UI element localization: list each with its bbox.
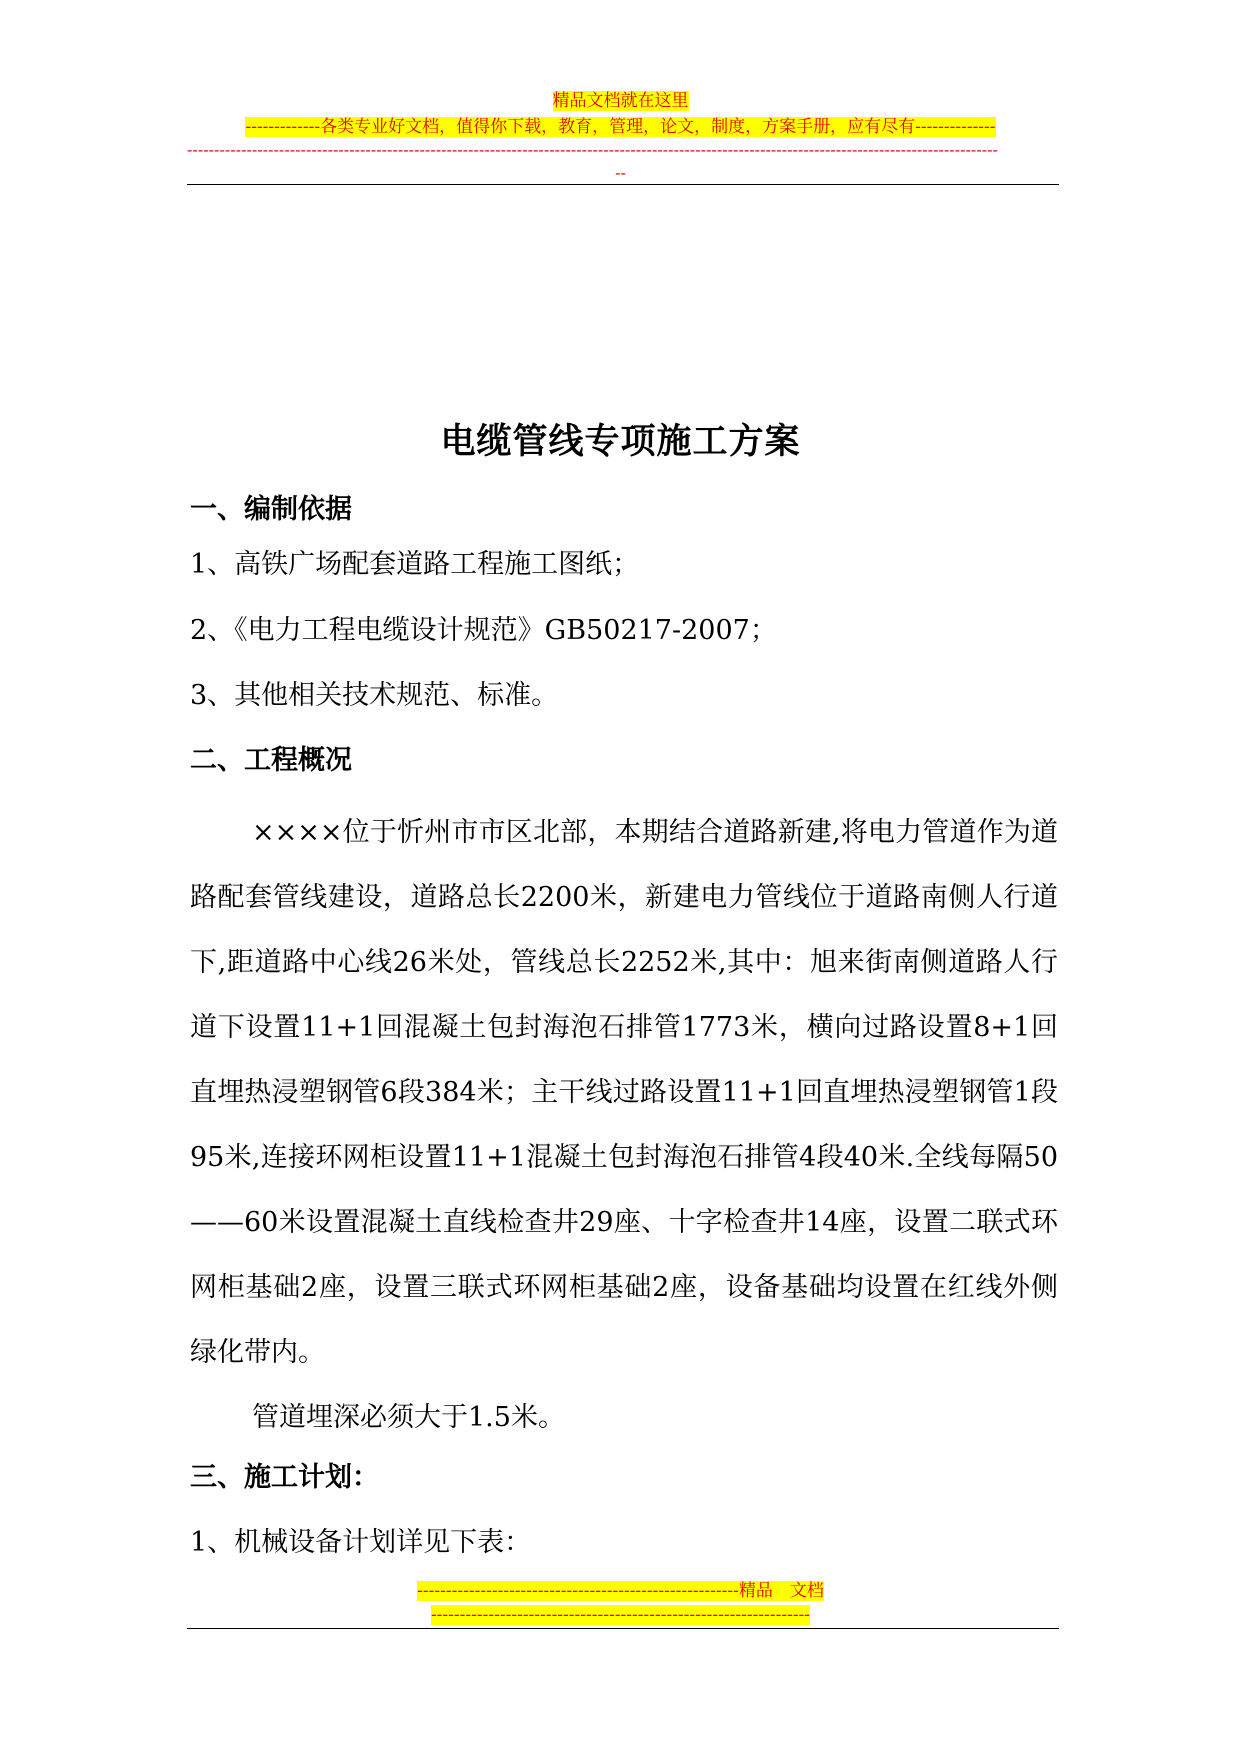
footer-dash-line: ------------------------------------------------------------------ <box>430 1605 811 1625</box>
section-heading-2: 二、工程概况 <box>190 745 352 776</box>
section1-item-2: 2、《电力工程电缆设计规范》GB50217-2007； <box>190 615 777 646</box>
section1-item-1: 1、高铁广场配套道路工程施工图纸； <box>190 549 640 580</box>
section2-paragraph-2: 管道埋深必须大于1.5米。 <box>252 1402 565 1433</box>
section-heading-3: 三、施工计划： <box>190 1462 379 1493</box>
document-title: 电缆管线专项施工方案 <box>440 421 801 462</box>
header-top-label: 精品文档就在这里 <box>552 91 689 111</box>
footer-label: --------------------------------------------------------精品 文档 <box>417 1581 824 1601</box>
section3-item-1: 1、机械设备计划详见下表： <box>190 1527 532 1558</box>
section-heading-1: 一、编制依据 <box>190 494 352 525</box>
section1-item-3: 3、其他相关技术规范、标准。 <box>190 680 559 711</box>
section2-body <box>190 800 1058 1450</box>
header-dash-tail: -- <box>615 163 626 182</box>
footer-rule <box>187 1628 1059 1629</box>
header-rule <box>187 184 1059 185</box>
section2-paragraph-1: ××××位于忻州市市区北部，本期结合道路新建,将电力管道作为道路配套管线建设，道路总长2200米，新建电力管线位于道路南侧人行道下,距道路中心线26米处，管线总长2252米,其中：旭来街南侧道路人行道下设置11+1回混凝土包封海泡石排管1773米，横向过路设置8+1回直埋热浸塑钢管6段384米；主干线过路设置11+1回直埋热浸塑钢管1段95米,连接环网柜设置11+1混凝土包封海泡石排管4段40米.全线每隔50——60米设置混凝土直线检查井29座、十字检查井14座，设置二联式环网柜基础2座，设置三联式环网柜基础2座，设备基础均设置在红线外侧绿化带内。 <box>190 817 1058 1368</box>
header-dash-line: ------------------------------------------------------------------------------------------------------------------------------------------------------ <box>187 140 998 159</box>
header-tagline: -------------各类专业好文档，值得你下载，教育，管理，论文，制度，方案手册，应有尽有-------------- <box>245 117 996 137</box>
